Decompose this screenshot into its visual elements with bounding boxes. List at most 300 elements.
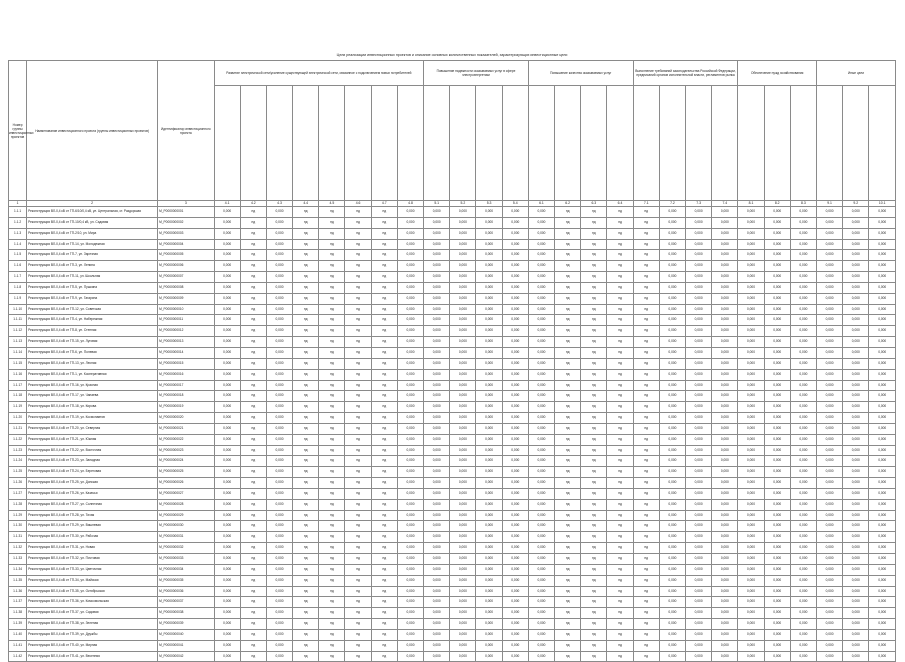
row-value: нд (607, 640, 633, 651)
row-value: 0,000 (450, 207, 476, 218)
row-value: 0,000 (659, 413, 685, 424)
row-value: нд (633, 402, 659, 413)
row-value: 0,000 (843, 543, 869, 554)
row-value: нд (633, 554, 659, 565)
row-value: нд (240, 564, 266, 575)
row-value: 0,000 (476, 304, 502, 315)
row-value: 0,000 (424, 629, 450, 640)
row-value: нд (581, 369, 607, 380)
row-value: 0,000 (712, 608, 738, 619)
row-value: нд (319, 369, 345, 380)
row-value: нд (607, 629, 633, 640)
row-value: 0,000 (659, 380, 685, 391)
row-value: нд (319, 358, 345, 369)
row-project-id: M_P0000000005 (158, 250, 214, 261)
row-value: 0,000 (502, 543, 528, 554)
row-project-id: M_P0000000008 (158, 282, 214, 293)
row-value: нд (633, 564, 659, 575)
row-value: 0,000 (764, 543, 790, 554)
row-value: 0,000 (843, 207, 869, 218)
table-row (9, 228, 896, 239)
row-value: нд (555, 456, 581, 467)
row-value: нд (345, 347, 371, 358)
row-value: 0,000 (397, 532, 423, 543)
row-value: 0,000 (686, 337, 712, 348)
row-value: 0,000 (764, 228, 790, 239)
row-number: 1.1.9 (9, 293, 27, 304)
row-value: 0,000 (764, 499, 790, 510)
row-value: 0,000 (214, 651, 240, 662)
row-value: нд (581, 358, 607, 369)
row-value: нд (345, 629, 371, 640)
row-value: 0,000 (738, 619, 764, 630)
row-value: 0,000 (738, 337, 764, 348)
row-value: нд (371, 391, 397, 402)
row-value: нд (555, 554, 581, 565)
row-value: 0,000 (528, 261, 554, 272)
row-value: 0,000 (424, 434, 450, 445)
row-number: 1.1.27 (9, 488, 27, 499)
row-value: нд (555, 358, 581, 369)
row-value: нд (633, 543, 659, 554)
row-value: нд (319, 608, 345, 619)
row-value: 0,000 (790, 619, 816, 630)
row-value: нд (345, 510, 371, 521)
row-value: нд (633, 261, 659, 272)
row-value: нд (345, 651, 371, 662)
row-value: 0,000 (450, 597, 476, 608)
row-number: 1.1.13 (9, 337, 27, 348)
row-value: нд (555, 564, 581, 575)
column-number: 3 (158, 201, 214, 207)
row-value: нд (293, 250, 319, 261)
table-title: Цели реализации инвестиционных проектов и описание основных количественных показателей, характеризующих инвестиционные цели (336, 53, 568, 57)
row-value: нд (555, 651, 581, 662)
header-col-num: Номер группы инвестиционных проектов (9, 61, 27, 201)
row-value: 0,000 (450, 434, 476, 445)
row-value: 0,000 (764, 326, 790, 337)
row-value: 0,000 (502, 326, 528, 337)
row-value: 0,000 (450, 239, 476, 250)
row-value: 0,000 (686, 358, 712, 369)
row-value: 0,000 (738, 651, 764, 662)
row-value: 0,000 (738, 282, 764, 293)
row-value: нд (555, 272, 581, 283)
row-value: 0,000 (214, 586, 240, 597)
row-value: 0,000 (214, 532, 240, 543)
row-value: нд (319, 402, 345, 413)
row-value: нд (581, 640, 607, 651)
row-value: 0,000 (686, 640, 712, 651)
row-value: нд (633, 651, 659, 662)
row-value: 0,000 (502, 369, 528, 380)
row-value: 0,000 (817, 326, 843, 337)
row-value: 0,000 (712, 586, 738, 597)
row-value: 0,000 (397, 358, 423, 369)
row-value: 0,000 (790, 629, 816, 640)
row-value: 0,000 (266, 358, 292, 369)
row-project-name: Реконструкция ВЛ-0,4 кВ от ТП-30, ул. Рабочая (27, 532, 158, 543)
table-row (9, 326, 896, 337)
row-value: 0,000 (266, 369, 292, 380)
row-value: 0,000 (764, 488, 790, 499)
row-value: нд (293, 261, 319, 272)
row-value: 0,000 (738, 347, 764, 358)
row-value: нд (240, 619, 266, 630)
row-value: 0,000 (424, 521, 450, 532)
row-value: 0,000 (817, 640, 843, 651)
row-value: нд (581, 467, 607, 478)
row-value: 0,000 (659, 651, 685, 662)
row-value: нд (240, 413, 266, 424)
row-value: нд (240, 337, 266, 348)
row-value: 0,000 (843, 597, 869, 608)
row-value: нд (293, 510, 319, 521)
row-project-name: Реконструкция ВЛ-0,4 кВ от ТП-39, ул. Дружбы (27, 629, 158, 640)
row-value: 0,000 (476, 380, 502, 391)
header-subcolumn (555, 86, 581, 201)
row-project-name: Реконструкция ВЛ-0,4 кВ от ТП-23, ул. Западная (27, 456, 158, 467)
row-value: 0,000 (712, 217, 738, 228)
row-value: нд (240, 597, 266, 608)
row-value: 0,000 (738, 543, 764, 554)
row-value: 0,000 (843, 478, 869, 489)
row-value: 0,000 (424, 239, 450, 250)
row-value: 0,000 (659, 391, 685, 402)
row-value: 0,000 (266, 434, 292, 445)
row-value: нд (293, 619, 319, 630)
row-project-name: Реконструкция ВЛ-0,4 кВ от ТП-3, ул. Ленина (27, 261, 158, 272)
row-number: 1.1.5 (9, 250, 27, 261)
row-value: нд (607, 467, 633, 478)
row-value: 0,000 (659, 282, 685, 293)
row-value: 0,000 (790, 391, 816, 402)
row-value: 0,000 (843, 413, 869, 424)
row-value: 0,000 (659, 326, 685, 337)
row-project-name: Реконструкция ВЛ-0,4 кВ от ТП-26, ул. Казачья (27, 488, 158, 499)
row-value: нд (581, 586, 607, 597)
row-value: 0,000 (214, 640, 240, 651)
row-value: 0,000 (869, 391, 896, 402)
row-value: 0,000 (528, 651, 554, 662)
row-value: нд (293, 467, 319, 478)
row-value: 0,000 (476, 337, 502, 348)
row-value: 0,000 (790, 326, 816, 337)
row-value: 0,000 (502, 315, 528, 326)
row-value: 0,000 (738, 380, 764, 391)
row-value: нд (555, 228, 581, 239)
row-value: 0,000 (214, 554, 240, 565)
row-value: 0,000 (686, 315, 712, 326)
row-value: 0,000 (214, 207, 240, 218)
row-value: 0,000 (869, 543, 896, 554)
row-value: 0,000 (764, 391, 790, 402)
row-value: 0,000 (817, 261, 843, 272)
row-value: нд (319, 640, 345, 651)
table-row (9, 640, 896, 651)
row-value: нд (293, 488, 319, 499)
row-value: нд (581, 597, 607, 608)
row-value: нд (319, 478, 345, 489)
row-value: 0,000 (528, 608, 554, 619)
row-value: нд (371, 586, 397, 597)
header-subcolumn (214, 86, 240, 201)
row-value: 0,000 (476, 250, 502, 261)
row-value: 0,000 (843, 575, 869, 586)
row-value: 0,000 (450, 564, 476, 575)
row-value: 0,000 (266, 586, 292, 597)
row-value: 0,000 (869, 282, 896, 293)
row-number: 1.1.12 (9, 326, 27, 337)
row-value: 0,000 (712, 347, 738, 358)
row-value: нд (345, 293, 371, 304)
row-value: нд (293, 532, 319, 543)
column-number: 5.3 (476, 201, 502, 207)
row-value: 0,000 (686, 413, 712, 424)
row-value: нд (581, 423, 607, 434)
row-value: 0,000 (764, 510, 790, 521)
row-value: 0,000 (214, 272, 240, 283)
row-value: 0,000 (214, 402, 240, 413)
row-value: 0,000 (450, 586, 476, 597)
row-value: 0,000 (764, 369, 790, 380)
row-value: 0,000 (450, 261, 476, 272)
row-value: 0,000 (528, 597, 554, 608)
row-value: нд (633, 380, 659, 391)
row-value: 0,000 (764, 217, 790, 228)
row-value: 0,000 (686, 575, 712, 586)
row-value: 0,000 (528, 250, 554, 261)
row-value: 0,000 (214, 608, 240, 619)
row-value: 0,000 (659, 499, 685, 510)
row-value: 0,000 (528, 293, 554, 304)
row-value: нд (633, 272, 659, 283)
row-value: 0,000 (476, 217, 502, 228)
row-value: 0,000 (424, 228, 450, 239)
row-value: 0,000 (764, 554, 790, 565)
row-value: 0,000 (817, 543, 843, 554)
row-value: нд (319, 228, 345, 239)
row-value: 0,000 (476, 651, 502, 662)
row-value: нд (555, 239, 581, 250)
row-project-name: Реконструкция ВЛ-0,4 кВ от ТП-36, ул. Комсомольская (27, 597, 158, 608)
row-value: 0,000 (528, 402, 554, 413)
row-value: 0,000 (843, 521, 869, 532)
row-value: 0,000 (528, 391, 554, 402)
row-value: 0,000 (686, 369, 712, 380)
row-value: нд (319, 532, 345, 543)
row-value: 0,000 (738, 358, 764, 369)
row-value: 0,000 (476, 488, 502, 499)
table-row (9, 456, 896, 467)
table-row (9, 510, 896, 521)
row-value: 0,000 (659, 315, 685, 326)
row-value: нд (633, 510, 659, 521)
row-value: нд (240, 239, 266, 250)
row-value: 0,000 (502, 488, 528, 499)
header-subcolumn (581, 86, 607, 201)
row-value: нд (555, 521, 581, 532)
row-value: нд (555, 434, 581, 445)
row-value: нд (240, 380, 266, 391)
header-group-2: Повышение надежности оказываемых услуг в сфере электроэнергетики (424, 61, 529, 86)
row-value: 0,000 (450, 619, 476, 630)
row-value: 0,000 (659, 337, 685, 348)
row-value: 0,000 (450, 228, 476, 239)
row-number: 1.1.20 (9, 413, 27, 424)
row-value: 0,000 (476, 510, 502, 521)
row-value: 0,000 (869, 358, 896, 369)
row-value: 0,000 (424, 488, 450, 499)
row-value: 0,000 (817, 413, 843, 424)
row-value: нд (319, 337, 345, 348)
row-value: 0,000 (450, 575, 476, 586)
row-value: нд (240, 640, 266, 651)
row-value: нд (293, 402, 319, 413)
row-value: 0,000 (790, 413, 816, 424)
row-value: 0,000 (476, 456, 502, 467)
row-project-name: Реконструкция ВЛ-0,4 кВ от ТП-18, ул. Кирова (27, 402, 158, 413)
table-row (9, 629, 896, 640)
row-value: 0,000 (817, 239, 843, 250)
row-value: 0,000 (424, 564, 450, 575)
row-value: 0,000 (528, 521, 554, 532)
header-subcolumn (817, 86, 843, 201)
row-value: нд (319, 619, 345, 630)
row-value: 0,000 (659, 510, 685, 521)
row-value: 0,000 (528, 228, 554, 239)
row-project-name: Реконструкция ВЛ-0,4 кВ от ТП-19, ул. Космонавтов (27, 413, 158, 424)
row-value: 0,000 (450, 402, 476, 413)
row-value: 0,000 (214, 445, 240, 456)
row-value: нд (371, 347, 397, 358)
row-value: 0,000 (790, 423, 816, 434)
column-number: 7.1 (633, 201, 659, 207)
row-value: 0,000 (450, 608, 476, 619)
row-value: нд (607, 228, 633, 239)
row-value: 0,000 (528, 326, 554, 337)
row-value: 0,000 (869, 554, 896, 565)
table-row (9, 434, 896, 445)
row-value: нд (293, 434, 319, 445)
row-value: 0,000 (790, 608, 816, 619)
row-value: 0,000 (869, 608, 896, 619)
column-number: 4.2 (240, 201, 266, 207)
row-project-name: Реконструкция ВЛ-0,4 кВ от ТП-13, ул. Лесная (27, 358, 158, 369)
row-value: нд (633, 217, 659, 228)
row-value: нд (555, 619, 581, 630)
row-value: 0,000 (476, 369, 502, 380)
row-number: 1.1.25 (9, 467, 27, 478)
row-number: 1.1.22 (9, 434, 27, 445)
row-value: 0,000 (528, 640, 554, 651)
row-value: 0,000 (817, 315, 843, 326)
header-subcolumn (686, 86, 712, 201)
row-value: 0,000 (397, 423, 423, 434)
row-value: 0,000 (869, 651, 896, 662)
row-project-id: M_P0000000003 (158, 228, 214, 239)
row-value: 0,000 (738, 478, 764, 489)
row-value: 0,000 (450, 499, 476, 510)
row-value: 0,000 (843, 304, 869, 315)
row-number: 1.1.16 (9, 369, 27, 380)
table-row (9, 391, 896, 402)
row-number: 1.1.18 (9, 391, 27, 402)
row-value: 0,000 (450, 217, 476, 228)
row-value: 0,000 (843, 250, 869, 261)
table-row (9, 608, 896, 619)
row-value: 0,000 (214, 543, 240, 554)
row-value: 0,000 (764, 445, 790, 456)
row-value: 0,000 (424, 315, 450, 326)
row-number: 1.1.7 (9, 272, 27, 283)
row-value: 0,000 (659, 304, 685, 315)
column-number: 4.1 (214, 201, 240, 207)
row-number: 1.1.6 (9, 261, 27, 272)
header-group-5: Обеспечение нужд хозяйствования (738, 61, 817, 86)
row-value: 0,000 (424, 554, 450, 565)
row-value: 0,000 (686, 488, 712, 499)
row-value: нд (633, 293, 659, 304)
row-number: 1.1.42 (9, 651, 27, 662)
row-value: 0,000 (450, 532, 476, 543)
row-value: нд (345, 488, 371, 499)
row-value: 0,000 (397, 510, 423, 521)
row-value: нд (293, 651, 319, 662)
row-number: 1.1.14 (9, 347, 27, 358)
row-value: 0,000 (659, 445, 685, 456)
row-value: нд (633, 619, 659, 630)
row-value: 0,000 (450, 629, 476, 640)
row-project-name: Реконструкция ВЛ-0,4 кВ от ТП-15, ул. Луговая (27, 337, 158, 348)
row-project-id: M_P0000000033 (158, 554, 214, 565)
row-value: нд (633, 391, 659, 402)
row-value: нд (345, 239, 371, 250)
row-value: нд (345, 217, 371, 228)
row-value: нд (293, 499, 319, 510)
row-project-id: M_P0000000030 (158, 521, 214, 532)
table-row (9, 478, 896, 489)
row-value: 0,000 (659, 358, 685, 369)
row-value: 0,000 (502, 380, 528, 391)
row-value: нд (293, 575, 319, 586)
row-value: 0,000 (397, 640, 423, 651)
row-project-name: Реконструкция ВЛ-0,4 кВ от ТП-10/0,4 кВ, ул. Садовая (27, 217, 158, 228)
row-project-id: M_P0000000018 (158, 391, 214, 402)
row-value: 0,000 (712, 629, 738, 640)
row-value: 0,000 (424, 597, 450, 608)
row-value: 0,000 (659, 564, 685, 575)
row-value: 0,000 (712, 228, 738, 239)
row-value: нд (345, 228, 371, 239)
row-value: нд (293, 597, 319, 608)
row-value: нд (581, 337, 607, 348)
column-number: 7.3 (686, 201, 712, 207)
table-row (9, 358, 896, 369)
row-value: 0,000 (686, 554, 712, 565)
row-value: нд (293, 564, 319, 575)
row-value: 0,000 (738, 499, 764, 510)
row-value: нд (581, 250, 607, 261)
row-project-name: Реконструкция ВЛ-0,4 кВ от ТП-1, ул. Кооперативная (27, 369, 158, 380)
row-value: 0,000 (817, 347, 843, 358)
row-value: 0,000 (502, 423, 528, 434)
row-value: 0,000 (686, 456, 712, 467)
row-value: 0,000 (476, 282, 502, 293)
row-number: 1.1.31 (9, 532, 27, 543)
row-value: нд (633, 640, 659, 651)
row-value: 0,000 (214, 217, 240, 228)
